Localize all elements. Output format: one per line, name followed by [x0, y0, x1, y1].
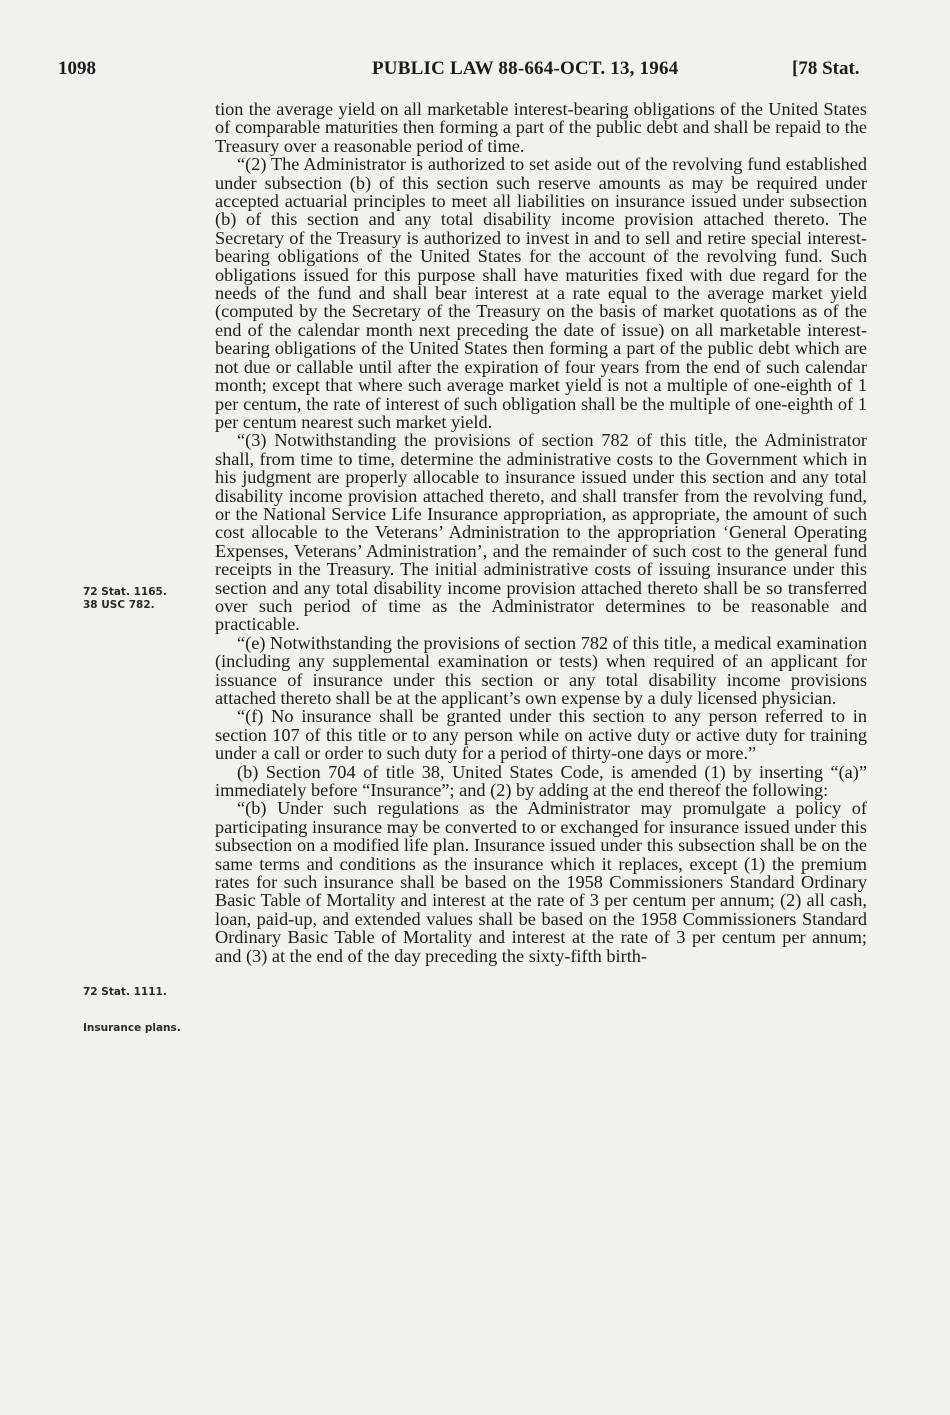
paragraph-administrative-costs: “(3) Notwithstanding the provisions of section 782 of this title, the Administrator shall, from time to time, determine the administrative costs to the Government which in his judgment are properly allocable to insurance issued under this section and any total disability income provision attached thereto, and shall transfer from the revolving fund, or the National Service Life Insurance appropriation, as appropriate, the amount of such cost allocable to the Veterans’ Administration to the appropriation ‘General Operating Expenses, Veterans’ Administration’, and the remainder of such cost to the general fund receipts in the Treasury. The initial administrative costs of issuing insurance under this section and any total disability income provision attached thereto shall be so transferred over such period of time as the Administrator determines to be reasonable and practicable.: [215, 430, 867, 635]
running-title: PUBLIC LAW 88-664-OCT. 13, 1964: [372, 58, 679, 79]
margin-note-line: Insurance plans.: [83, 1022, 181, 1034]
page-number: 1098: [58, 58, 96, 79]
volume-reference: [78 Stat.: [792, 58, 860, 79]
paragraph-reserve-amounts: “(2) The Administrator is authorized to set aside out of the revolving fund established under subsection (b) of this section such reserve amounts as may be required under accepted actuarial principles to meet all liabilities on insurance issued under subsection (b) of this section and any total disability income provision attached thereto. The Secretary of the Treasury is authorized to invest in and to sell and retire special interest-bearing obligations of the United States for the account of the revolving fund. Such obligations issued for this purpose shall have maturities fixed with due regard for the needs of the fund and shall bear interest at a rate equal to the average market yield (computed by the Secretary of the Treasury on the basis of market quotations as of the end of the calendar month next preceding the date of issue) on all marketable interest-bearing obligations of the United States then forming a part of the public debt which are not due or callable until after the expiration of four years from the end of such calendar month; except that where such average market yield is not a multiple of one-eighth of 1 per centum, the rate of interest of such obligation shall be the multiple of one-eighth of 1 per centum nearest such market yield.: [215, 154, 867, 432]
paragraph-no-insurance: “(f) No insurance shall be granted under this section to any person referred to in section 107 of this title or to any person while on active duty or active duty for training under a call or order to such duty for a period of thirty-one days or more.”: [215, 706, 867, 764]
margin-note-line: 38 USC 782.: [83, 599, 155, 611]
paragraph-continuation: tion the average yield on all marketable interest-bearing obligations of the United States of comparable maturities then forming a part of the public debt and shall be repaid to the Treasury over a reasonable period of time.: [215, 99, 867, 156]
margin-note-line: 72 Stat. 1111.: [83, 986, 167, 998]
margin-note-stat-1111: [83, 986, 167, 999]
paragraph-modified-life-plan: “(b) Under such regulations as the Administrator may promulgate a policy of participating insurance may be converted to or exchanged for insurance issued under this subsection on a modified life plan. Insurance issued under this subsection shall be on the same terms and conditions as the insurance which it replaces, except (1) the premium rates for such insurance shall be based on the 1958 Commissioners Standard Ordinary Basic Table of Mortality and interest at the rate of 3 per centum per annum; (2) all cash, loan, paid-up, and extended values shall be based on the 1958 Commissioners Standard Ordinary Basic Table of Mortality and interest at the rate of 3 per centum per annum; and (3) at the end of the day preceding the sixty-fifth birth-: [215, 798, 867, 966]
margin-note-insurance-plans: [83, 1022, 181, 1035]
paragraph-section-704: (b) Section 704 of title 38, United States Code, is amended (1) by inserting “(a)” immediately before “Insurance”; and (2) by adding at the end thereof the following:: [215, 761, 867, 801]
body-text: [215, 100, 867, 965]
margin-note-stat-1165: [83, 586, 167, 612]
margin-note-line: 72 Stat. 1165.: [83, 586, 167, 598]
paragraph-medical-examination: “(e) Notwithstanding the provisions of section 782 of this title, a medical examination (including any supplemental examination or tests) when required of an applicant for issuance of insurance under this section or any total disability income provisions attached thereto shall be at the applicant’s own expense by a duly licensed physician.: [215, 632, 867, 708]
